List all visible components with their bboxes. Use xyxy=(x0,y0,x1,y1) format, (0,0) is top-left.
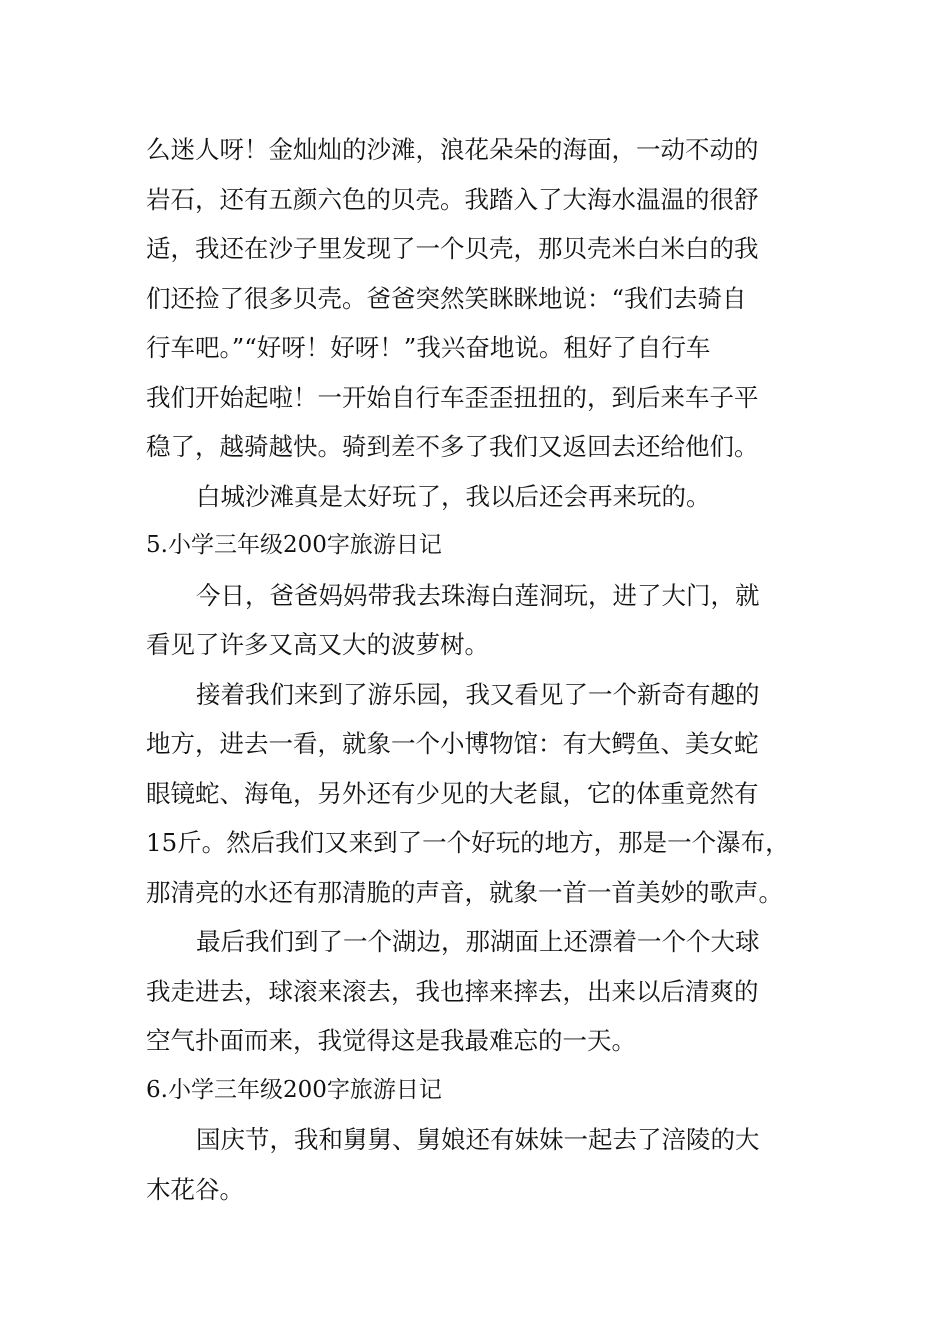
text-line: 空气扑面而来，我觉得这是我最难忘的一天。 xyxy=(146,1026,636,1055)
text-line: 眼镜蛇、海龟，另外还有少见的大老鼠，它的体重竟然有 xyxy=(146,778,759,808)
text-line: 适，我还在沙子里发现了一个贝壳，那贝壳米白米白的我 xyxy=(146,234,759,263)
paragraph-start-line: 接着我们来到了游乐园，我又看见了一个新奇有趣的 xyxy=(196,679,760,709)
text-line: 地方，进去一看，就象一个小博物馆：有大鳄鱼、美女蛇 xyxy=(146,729,759,758)
text-line: 那清亮的水还有那清脆的声音，就象一首一首美妙的歌声。 xyxy=(146,877,783,907)
paragraph-start-line: 白城沙滩真是太好玩了，我以后还会再来玩的。 xyxy=(196,481,711,511)
text-line: 15斤。然后我们又来到了一个好玩的地方，那是一个瀑布， xyxy=(146,828,790,857)
text-line: 岩石，还有五颜六色的贝壳。我踏入了大海水温温的很舒 xyxy=(146,184,759,214)
paragraph-start-line: 最后我们到了一个湖边，那湖面上还漂着一个个大球 xyxy=(196,927,760,956)
section-heading: 6.小学三年级200字旅游日记 xyxy=(146,1076,442,1103)
text-line: 我走进去，球滚来滚去，我也摔来摔去，出来以后清爽的 xyxy=(146,976,759,1006)
text-line: 看见了许多又高又大的波萝树。 xyxy=(146,630,489,659)
text-line: 们还捡了很多贝壳。爸爸突然笑眯眯地说：“我们去骑自 xyxy=(146,283,747,313)
paragraph-start-line: 今日，爸爸妈妈带我去珠海白莲洞玩，进了大门，就 xyxy=(196,580,760,610)
paragraph-start-line: 国庆节，我和舅舅、舅娘还有妹妹一起去了涪陵的大 xyxy=(196,1125,760,1154)
text-line: 么迷人呀！金灿灿的沙滩，浪花朵朵的海面，一动不动的 xyxy=(146,135,759,164)
text-line: 稳了，越骑越快。骑到差不多了我们又返回去还给他们。 xyxy=(146,432,759,461)
document-page xyxy=(146,125,806,1214)
text-line: 我们开始起啦！一开始自行车歪歪扭扭的，到后来车子平 xyxy=(146,382,759,412)
section-heading: 5.小学三年级200字旅游日记 xyxy=(146,532,442,558)
text-line: 行车吧。”“好呀！好呀！”我兴奋地说。租好了自行车 xyxy=(146,333,711,362)
text-line: 木花谷。 xyxy=(146,1174,244,1204)
